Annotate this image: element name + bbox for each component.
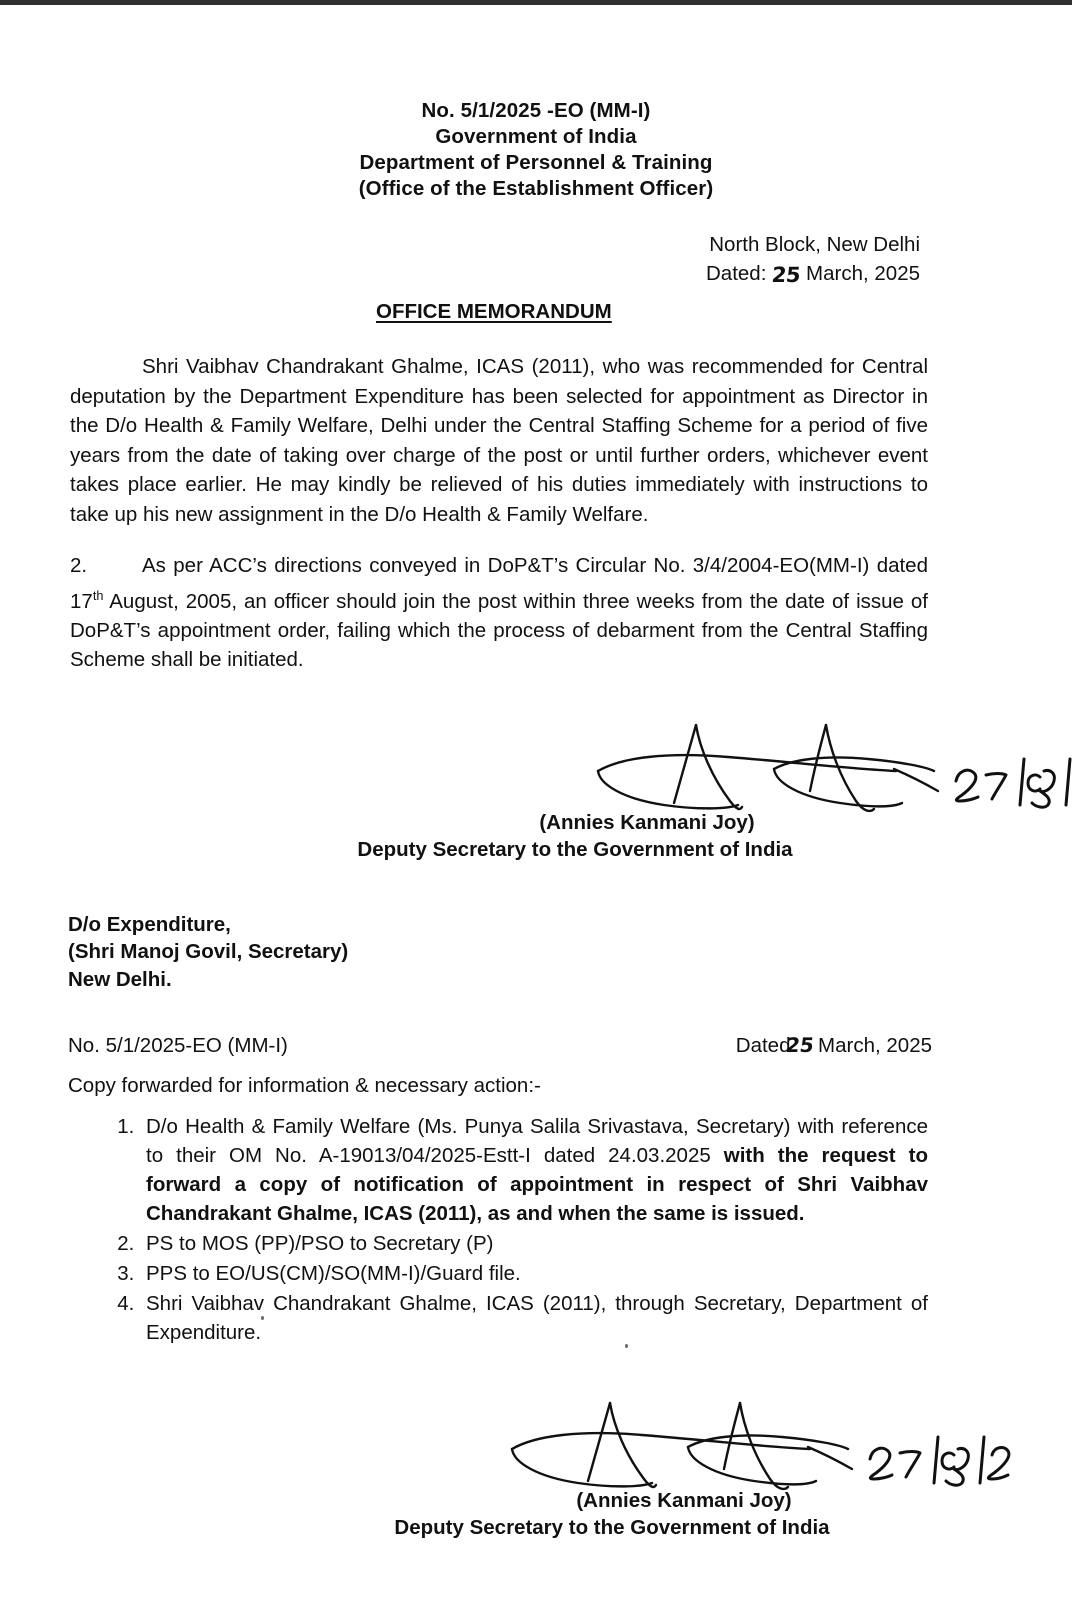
paragraph-2-number: 2. bbox=[70, 554, 88, 577]
document-body bbox=[0, 352, 1072, 863]
paragraph-2-text-b: August, 2005, an officer should join the post within three weeks from the date of issue of DoP&T’s appointment order, failing which the process of debarment from the Central Staffing Scheme shall be initiated. bbox=[70, 589, 928, 672]
list-item-text-normal: PPS to EO/US(CM)/SO(MM-I)/Guard file. bbox=[146, 1262, 521, 1286]
list-item bbox=[140, 1259, 928, 1288]
list-item-text-normal: Shri Vaibhav Chandrakant Ghalme, ICAS (2011), through Secretary, Department of Expenditure. bbox=[146, 1292, 928, 1345]
endorsement-date bbox=[736, 1033, 932, 1058]
addressee-line-1: D/o Expenditure, bbox=[68, 912, 231, 936]
endorsement-date-rest: March, 2025 bbox=[818, 1034, 932, 1058]
ordinal-suffix: th bbox=[92, 587, 104, 603]
office-memorandum-title-row bbox=[0, 300, 1072, 324]
office-line: (Office of the Establishment Officer) bbox=[358, 177, 714, 200]
signatory-designation-endorsement: Deputy Secretary to the Government of India bbox=[394, 1516, 830, 1540]
list-item bbox=[140, 1289, 928, 1347]
list-item-text-normal: D/o Health & Family Welfare (Ms. Punya Salila Srivastava, Secretary) with reference to their OM No. A-19013/04/2025-Estt-I dated 24.03.2025 bbox=[146, 1115, 928, 1168]
list-item-text-bold: with the request to forward a copy of notification of appointment in respect of Shri Vaibhav Chandrakant Ghalme, ICAS (2011), as and when the same is issued. bbox=[146, 1144, 928, 1226]
date-line bbox=[0, 259, 920, 288]
signatory-name-endorsement: (Annies Kanmani Joy) bbox=[576, 1489, 792, 1513]
signature-artwork-primary bbox=[70, 719, 928, 815]
endorsement-date-handwritten-day: 25 bbox=[783, 1033, 816, 1058]
date-prefix: Dated: bbox=[706, 262, 767, 285]
list-item bbox=[140, 1112, 928, 1228]
place-line: North Block, New Delhi bbox=[709, 233, 920, 256]
list-item bbox=[140, 1229, 928, 1258]
place-and-date bbox=[0, 230, 1072, 288]
copy-distribution-list bbox=[0, 1112, 1072, 1347]
handwritten-signature-icon bbox=[492, 1397, 1012, 1493]
addressee-line-3: New Delhi. bbox=[68, 967, 172, 991]
government-line: Government of India bbox=[435, 125, 637, 148]
list-item-text-normal: PS to MOS (PP)/PSO to Secretary (P) bbox=[146, 1232, 494, 1256]
endorsement-reference-row bbox=[0, 1033, 1072, 1058]
date-rest: March, 2025 bbox=[806, 262, 920, 285]
scan-speckle bbox=[261, 1316, 264, 1320]
date-handwritten-day: 25 bbox=[770, 263, 802, 287]
signatory-name-primary: (Annies Kanmani Joy) bbox=[539, 810, 755, 834]
paragraph-2 bbox=[70, 551, 928, 675]
scan-speckle bbox=[625, 1344, 628, 1348]
addressee-line-2: (Shri Manoj Govil, Secretary) bbox=[68, 940, 349, 964]
department-line: Department of Personnel & Training bbox=[359, 151, 713, 174]
paragraph-1: Shri Vaibhav Chandrakant Ghalme, ICAS (2011), who was recommended for Central deputation by the Department Expenditure has been selected for appointment as Director in the D/o Health & Family Welfare, Delhi under the Central Staffing Scheme for a period of five years from the date of taking over charge of the post or until further orders, whichever event takes place earlier. He may kindly be relieved of his duties immediately with instructions to take up his new assignment in the D/o Health & Family Welfare. bbox=[70, 355, 928, 526]
letterhead bbox=[0, 98, 1072, 202]
signature-block-primary bbox=[70, 719, 928, 863]
endorsement-file-number: No. 5/1/2025-EO (MM-I) bbox=[68, 1034, 288, 1058]
office-memorandum-title: OFFICE MEMORANDUM bbox=[376, 300, 612, 323]
endorsement-date-prefix: Dated bbox=[735, 1034, 791, 1058]
signature-artwork-endorsement bbox=[0, 1397, 1072, 1493]
file-number: No. 5/1/2025 -EO (MM-I) bbox=[421, 99, 651, 122]
signature-block-endorsement bbox=[0, 1397, 1072, 1541]
paragraph-2-text-a: As per ACC’s directions conveyed in DoP&T’s Circular No. 3/4/2004-EO(MM-I) dated 17 bbox=[70, 554, 928, 613]
copy-forwarded-line: Copy forwarded for information & necessary action:- bbox=[68, 1074, 541, 1098]
addressee-block bbox=[0, 911, 1072, 994]
signatory-designation-primary: Deputy Secretary to the Government of India bbox=[357, 837, 793, 861]
handwritten-signature-icon bbox=[578, 719, 1072, 815]
